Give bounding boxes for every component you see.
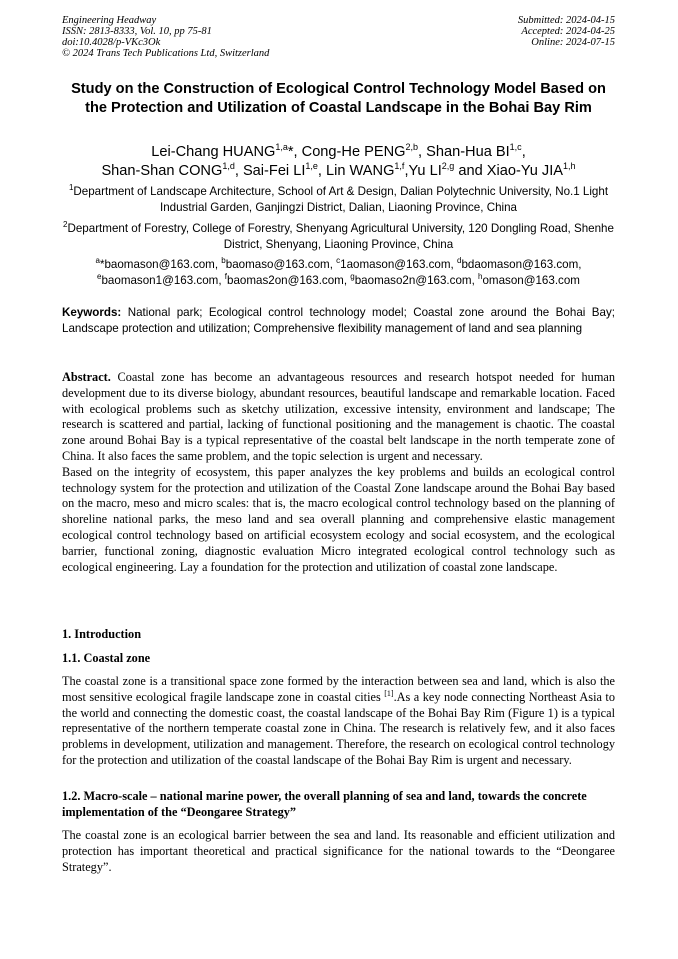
- copyright-line: © 2024 Trans Tech Publications Ltd, Switzerland: [62, 48, 270, 59]
- keywords-text: National park; Ecological control technology model; Coastal zone around the Bohai Bay; Landscape protection and utilization; Comprehensive flexibility management of land and sea planning: [62, 306, 615, 335]
- author: Xiao-Yu JIA$^{1,h}$: [486, 161, 576, 179]
- subsection-heading-macro-scale: 1.2. Macro-scale – national marine power, the overall planning of sea and land, towards the concrete implementation of the “Deongaree Strategy”: [62, 789, 587, 819]
- abstract-label: Abstract.: [62, 370, 111, 384]
- journal-name: Engineering Headway: [62, 15, 157, 26]
- author: Yu LI$^{2,g}$ and: [408, 161, 487, 179]
- doi-line: doi:10.4028/p-VKc3Ok: [62, 37, 161, 48]
- submitted-date: Submitted: 2024-04-15: [517, 15, 615, 26]
- online-date: Online: 2024-07-15: [531, 37, 615, 48]
- author: Shan-Hua BI$^{1,c}$,: [426, 142, 526, 160]
- email-address: $^a$*baomason@163.com,: [95, 256, 222, 271]
- body-paragraph-coastal-zone: The coastal zone is a transitional space zone formed by the interaction between sea and land, which is also the most sensitive ecological fragile landscape zone in coastal cities [1].As a key node connecting Northeast Asia to the world and connecting the domestic coast, the coastal landscape of the Bohai Bay Rim (Figure 1) is a typical representative of the northern temperate coastal zone in China. The research is relatively few, and it also faces problems in development, utilization and management. Therefore, the research on ecological control technology for the protection and utilization of the coastal landscape of the Bohai Bay Rim is urgent and necessary.: [62, 674, 615, 767]
- author: Sai-Fei LI$^{1,e}$,: [242, 161, 327, 179]
- accepted-date: Accepted: 2024-04-25: [521, 26, 615, 37]
- keywords: [62, 305, 615, 336]
- affiliation-1: $^1$Department of Landscape Architecture, School of Art & Design, Dalian Polytechnic University, No.1 Light Industrial Garden, Ganjingzi District, Dalian, Liaoning Province, China: [68, 183, 609, 214]
- email-address: $^c$1aomason@163.com,: [336, 256, 457, 271]
- publication-dates: [518, 15, 615, 48]
- email-address: $^h$omason@163.com: [478, 272, 580, 287]
- section-heading-introduction: 1. Introduction: [62, 627, 142, 641]
- paper-title: Study on the Construction of Ecological Control Technology Model Based on the Protection and Utilization of Coastal Landscape in the Bohai Bay Rim: [71, 81, 606, 116]
- body-paragraph-macro-scale: The coastal zone is an ecological barrier between the sea and land. Its reasonable and efficient utilization and protection has important theoretical and practical significance for the national towards to the “Deongaree Strategy”.: [62, 828, 615, 874]
- keywords-label: Keywords:: [62, 306, 122, 319]
- citation-ref: [1]: [384, 688, 394, 698]
- issn-line: ISSN: 2813-8333, Vol. 10, pp 75-81: [62, 26, 212, 37]
- affiliation-2: $^2$Department of Forestry, College of Forestry, Shenyang Agricultural University, 120 Dongling Road, Shenhe District, Shenyang, Liaoning Province, China: [63, 220, 614, 251]
- email-address: $^f$baomas2on@163.com,: [224, 272, 351, 287]
- email-address: $^b$baomaso@163.com,: [221, 256, 337, 271]
- email-list: [62, 257, 615, 289]
- abstract-paragraph-1: Abstract. Coastal zone has become an advantageous resources and research hotspot needed for human development due to its diverse biology, abundant resources, beautiful landscape and remarkable location. Faced with ecological problems such as sketchy utilization, excessive intensity, environment and landscape; The research is scattered and partial, lacking of functional positioning and the management is chaotic. The coastal zone around Bohai Bay is a typical representative of the coastal belt landscape in the north temperate zone of China. It also faces the same problem, and the topic selection is urgent and necessary.: [62, 370, 615, 463]
- author: Lei-Chang HUANG$^{1,a}$*,: [151, 142, 302, 160]
- author-list: [62, 143, 615, 181]
- author: Cong-He PENG$^{2,b}$,: [301, 142, 427, 160]
- author: Lin WANG$^{1,f}$,: [326, 161, 409, 179]
- email-address: $^e$baomason1@163.com,: [97, 272, 225, 287]
- email-address: $^d$bdaomason@163.com,: [456, 256, 582, 271]
- author: Shan-Shan CONG$^{1,d}$,: [101, 161, 243, 179]
- subsection-heading-coastal-zone: 1.1. Coastal zone: [62, 651, 151, 665]
- journal-info: [62, 15, 269, 59]
- abstract: [62, 370, 615, 575]
- email-address: $^g$baomaso2n@163.com,: [350, 272, 479, 287]
- abstract-paragraph-2: Based on the integrity of ecosystem, this paper analyzes the key problems and builds an ecological control technology system for the protection and utilization of the Coastal Zone landscape around the Bohai Bay based on the macro, meso and micro scales: that is, the macro ecological control technology based on the planning of shoreline national parks, the meso land and sea overall planning and comprehensive elastic management ecological control technology based on artificial ecosystem ecology and social ecosystem, and the ecological barrier, functional zoning, diagnostic evaluation Micro integrated ecological control technology such as ecological engineering. Lay a foundation for the protection and utilization of coastal zone landscape.: [62, 464, 615, 574]
